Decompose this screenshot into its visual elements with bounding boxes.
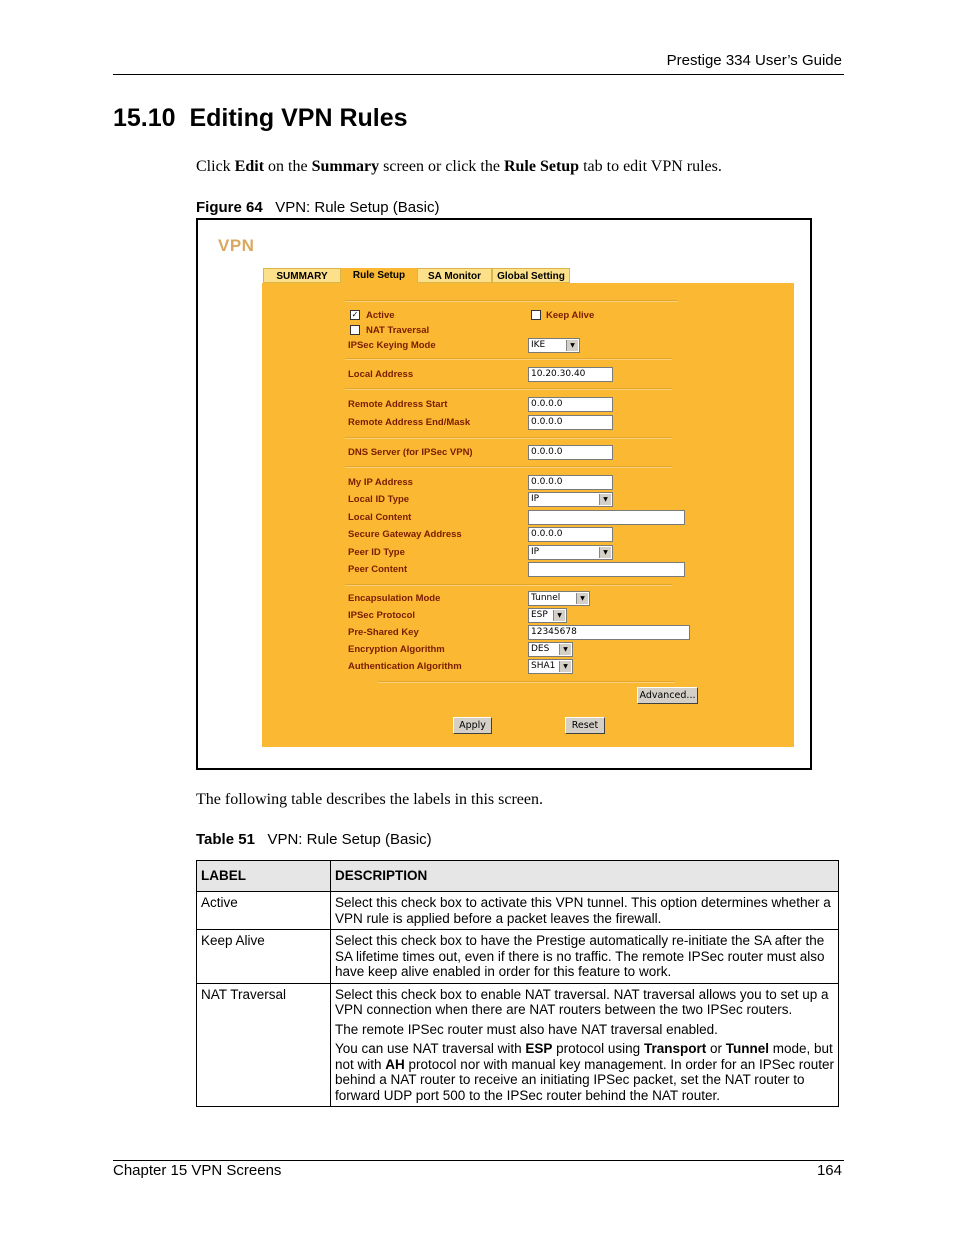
desc-text: or: [706, 1041, 726, 1056]
row-description: Select this check box to activate this VPN tunnel. This option determines whether a VPN rule is applied before a packet leaves the firewall.: [331, 892, 839, 930]
keep-alive-checkbox[interactable]: [531, 310, 541, 320]
pre-shared-key-input[interactable]: 12345678: [528, 625, 690, 640]
peer-content-input[interactable]: [528, 562, 685, 577]
local-address-input[interactable]: 10.20.30.40: [528, 367, 613, 382]
encapsulation-mode-select[interactable]: [528, 591, 590, 606]
desc-bold-transport: Transport: [643, 1041, 707, 1056]
desc-bold-ah: AH: [385, 1056, 405, 1072]
local-address-label: Local Address: [348, 369, 414, 380]
advanced-button[interactable]: Advanced...: [637, 687, 698, 704]
table-caption-text: VPN: Rule Setup (Basic): [267, 831, 432, 848]
keep-alive-label: Keep Alive: [546, 310, 595, 321]
local-id-type-select[interactable]: [528, 492, 613, 507]
header-rule: [113, 74, 844, 75]
active-checkbox[interactable]: ✓: [351, 310, 359, 319]
ipsec-protocol-label: IPSec Protocol: [348, 610, 416, 621]
encapsulation-mode-value: Tunnel: [531, 593, 561, 603]
row-label: Active: [197, 892, 331, 930]
intro-text-4: tab to edit VPN rules.: [579, 158, 722, 175]
separator: [345, 584, 672, 586]
intro-bold-summary: Summary: [311, 158, 380, 175]
local-id-type-label: Local ID Type: [348, 494, 410, 505]
dropdown-arrow-icon: ▼: [599, 494, 611, 505]
dropdown-arrow-icon: ▼: [553, 610, 565, 621]
vpn-screen-title: VPN: [218, 236, 255, 255]
footer-page-number: 164: [816, 1162, 842, 1179]
table-caption: [196, 831, 432, 848]
intro-bold-edit: Edit: [234, 158, 265, 175]
intro-text-1: Click: [196, 158, 235, 175]
table-intro-text: The following table describes the labels in this screen.: [196, 791, 544, 808]
secure-gateway-input[interactable]: 0.0.0.0: [528, 527, 613, 542]
nat-traversal-label: NAT Traversal: [366, 325, 430, 336]
ipsec-protocol-value: ESP: [531, 610, 548, 620]
desc-text: mode, but not with: [335, 1041, 833, 1072]
authentication-algorithm-value: SHA1: [531, 661, 556, 671]
peer-id-type-value: IP: [531, 547, 540, 557]
separator: [345, 437, 672, 439]
figure-caption-text: VPN: Rule Setup (Basic): [275, 199, 440, 216]
encapsulation-mode-label: Encapsulation Mode: [348, 593, 441, 604]
tab-rule-setup[interactable]: Rule Setup: [341, 268, 417, 283]
intro-paragraph: [196, 158, 722, 176]
peer-content-label: Peer Content: [348, 564, 408, 575]
remote-address-start-input[interactable]: 0.0.0.0: [528, 397, 613, 412]
table-header-row: [197, 861, 839, 892]
nat-traversal-checkbox[interactable]: [350, 325, 360, 335]
row-label: NAT Traversal: [197, 983, 331, 1107]
dropdown-arrow-icon: ▼: [599, 547, 611, 558]
separator: [345, 300, 678, 302]
ipsec-keying-mode-label: IPSec Keying Mode: [348, 340, 436, 351]
desc-bold-tunnel: Tunnel: [725, 1041, 769, 1056]
table-row: [197, 930, 839, 984]
remote-address-start-label: Remote Address Start: [348, 399, 448, 410]
ipsec-protocol-select[interactable]: [528, 608, 567, 623]
local-id-type-value: IP: [531, 494, 540, 504]
encryption-algorithm-select[interactable]: [528, 642, 573, 657]
tab-sa-monitor[interactable]: SA Monitor: [417, 268, 492, 283]
pre-shared-key-label: Pre-Shared Key: [348, 627, 419, 638]
apply-button[interactable]: Apply: [453, 717, 492, 734]
dropdown-arrow-icon: ▼: [559, 661, 571, 672]
desc-bold-esp: ESP: [525, 1041, 553, 1056]
description-paragraph: [335, 1041, 834, 1103]
footer-chapter: Chapter 15 VPN Screens: [113, 1162, 282, 1179]
dns-server-input[interactable]: 0.0.0.0: [528, 445, 613, 460]
row-description: Select this check box to have the Prestige automatically re-initiate the SA after the SA lifetime times out, even if there is no traffic. The remote IPSec router must also have keep alive enabled in order for this feature to work.: [331, 930, 839, 984]
table-header-description: DESCRIPTION: [331, 861, 839, 892]
separator: [378, 681, 675, 683]
ipsec-keying-mode-value: IKE: [531, 340, 546, 350]
table-header-label: LABEL: [197, 861, 331, 892]
desc-text: protocol nor with manual key management. In order for an IPSec router behind a NAT router to receive an initiating IPSec packet, set the NAT router to forward UDP port 500 to the IPSec router behind the NAT router.: [335, 1056, 834, 1103]
encryption-algorithm-value: DES: [531, 644, 550, 654]
encryption-algorithm-label: Encryption Algorithm: [348, 644, 445, 655]
table-row: [197, 983, 839, 1107]
remote-address-end-input[interactable]: 0.0.0.0: [528, 415, 613, 430]
my-ip-address-label: My IP Address: [348, 477, 413, 488]
dropdown-arrow-icon: ▼: [559, 644, 571, 655]
active-label: Active: [366, 310, 395, 321]
separator: [345, 388, 672, 390]
intro-text-3: screen or click the: [379, 158, 504, 175]
description-paragraph: Select this check box to enable NAT traversal. NAT traversal allows you to set up a VPN connection when there are NAT routers between the two IPSec routers.: [335, 986, 829, 1017]
desc-text: You can use NAT traversal with: [335, 1041, 526, 1056]
description-paragraph: The remote IPSec router must also have NAT traversal enabled.: [335, 1021, 718, 1037]
dns-server-label: DNS Server (for IPSec VPN): [348, 447, 473, 458]
ipsec-keying-mode-select[interactable]: [528, 338, 580, 353]
description-table: [196, 860, 839, 1107]
authentication-algorithm-select[interactable]: [528, 659, 573, 674]
tab-summary[interactable]: SUMMARY: [263, 268, 341, 283]
dropdown-arrow-icon: ▼: [576, 593, 588, 604]
running-header: Prestige 334 User’s Guide: [666, 52, 842, 69]
local-content-input[interactable]: [528, 510, 685, 525]
section-heading: [113, 104, 408, 133]
reset-button[interactable]: Reset: [565, 717, 605, 734]
peer-id-type-select[interactable]: [528, 545, 613, 560]
intro-text-2: on the: [264, 158, 312, 175]
secure-gateway-label: Secure Gateway Address: [348, 529, 462, 540]
row-label: Keep Alive: [197, 930, 331, 984]
table-row: [197, 892, 839, 930]
row-description: [331, 983, 839, 1107]
separator: [345, 358, 672, 360]
figure-caption: [196, 199, 439, 216]
figure-label: Figure 64: [196, 199, 263, 216]
footer-rule: [113, 1160, 844, 1161]
tab-global-setting[interactable]: Global Setting: [492, 268, 570, 283]
local-content-label: Local Content: [348, 512, 412, 523]
authentication-algorithm-label: Authentication Algorithm: [348, 661, 462, 672]
section-number: 15.10: [113, 104, 176, 132]
dropdown-arrow-icon: ▼: [566, 340, 578, 351]
desc-text: protocol using: [552, 1041, 644, 1056]
my-ip-address-input[interactable]: 0.0.0.0: [528, 475, 613, 490]
separator: [345, 466, 672, 468]
remote-address-end-label: Remote Address End/Mask: [348, 417, 471, 428]
peer-id-type-label: Peer ID Type: [348, 547, 405, 558]
section-title: Editing VPN Rules: [189, 104, 408, 132]
intro-bold-rule-setup: Rule Setup: [503, 158, 580, 175]
table-label: Table 51: [196, 831, 255, 848]
